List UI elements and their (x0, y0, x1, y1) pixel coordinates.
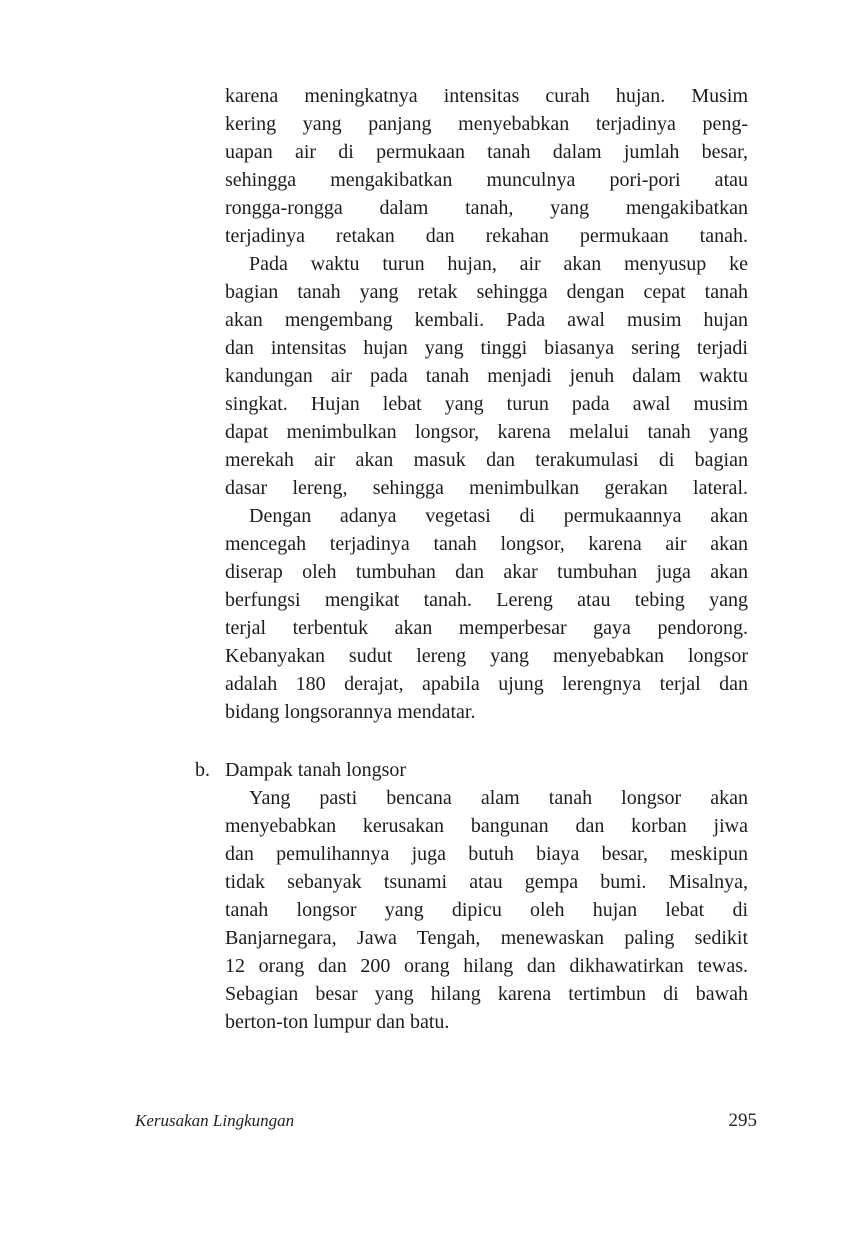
text-line: Kebanyakan sudut lereng yang menyebabkan longsor (225, 645, 748, 667)
text-line: Pada waktu turun hujan, air akan menyusup ke (249, 253, 748, 275)
text-line: uapan air di permukaan tanah dalam jumlah besar, (225, 141, 748, 163)
text-line: tanah longsor yang dipicu oleh hujan lebat di (225, 899, 748, 921)
text-line: menyebabkan kerusakan bangunan dan korban jiwa (225, 815, 748, 837)
text-line: singkat. Hujan lebat yang turun pada awal musim (225, 393, 748, 415)
footer-section-title: Kerusakan Lingkungan (135, 1111, 295, 1130)
text-line: kandungan air pada tanah menjadi jenuh dalam waktu (225, 365, 748, 387)
paragraph (225, 82, 748, 250)
text-line: diserap oleh tumbuhan dan akar tumbuhan juga akan (225, 561, 748, 583)
text-line: dan pemulihannya juga butuh biaya besar, meskipun (225, 843, 748, 865)
paragraph (225, 784, 748, 1036)
text-line: Dengan adanya vegetasi di permukaannya akan (249, 505, 748, 527)
text-block (195, 82, 748, 1036)
text-line: terjal terbentuk akan memperbesar gaya pendorong. (225, 617, 748, 639)
text-line: sehingga mengakibatkan munculnya pori-pori atau (225, 169, 748, 191)
text-line: berfungsi mengikat tanah. Lereng atau tebing yang (225, 589, 748, 611)
text-line: akan mengembang kembali. Pada awal musim hujan (225, 309, 748, 331)
text-line: Sebagian besar yang hilang karena tertimbun di bawah (225, 983, 748, 1005)
text-line: merekah air akan masuk dan terakumulasi di bagian (225, 449, 748, 471)
text-line: bidang longsorannya mendatar. (225, 701, 476, 723)
text-line: dan intensitas hujan yang tinggi biasanya sering terjadi (225, 337, 748, 359)
text-line: berton-ton lumpur dan batu. (225, 1011, 450, 1033)
section-heading-marker: b. (195, 759, 210, 781)
text-line: adalah 180 derajat, apabila ujung lerengnya terjal dan (225, 673, 748, 695)
text-line: Banjarnegara, Jawa Tengah, menewaskan paling sedikit (225, 927, 748, 949)
text-line: bagian tanah yang retak sehingga dengan cepat tanah (225, 281, 748, 303)
text-line: terjadinya retakan dan rekahan permukaan tanah. (225, 225, 748, 247)
section-heading (195, 756, 748, 784)
paragraph (225, 502, 748, 726)
text-line: Yang pasti bencana alam tanah longsor akan (249, 787, 748, 809)
text-line: karena meningkatnya intensitas curah hujan. Musim (225, 85, 748, 107)
text-line: tidak sebanyak tsunami atau gempa bumi. Misalnya, (225, 871, 748, 893)
text-line: dasar lereng, sehingga menimbulkan gerakan lateral. (225, 477, 748, 499)
page-footer (135, 1110, 757, 1132)
text-line: rongga-rongga dalam tanah, yang mengakibatkan (225, 197, 748, 219)
text-line: dapat menimbulkan longsor, karena melalui tanah yang (225, 421, 748, 443)
text-line: kering yang panjang menyebabkan terjadinya peng- (225, 113, 748, 135)
paragraph (225, 250, 748, 502)
text-line: mencegah terjadinya tanah longsor, karena air akan (225, 533, 748, 555)
page-number: 295 (728, 1110, 757, 1131)
section-heading-text: Dampak tanah longsor (225, 759, 407, 781)
text-line: 12 orang dan 200 orang hilang dan dikhawatirkan tewas. (225, 955, 748, 977)
